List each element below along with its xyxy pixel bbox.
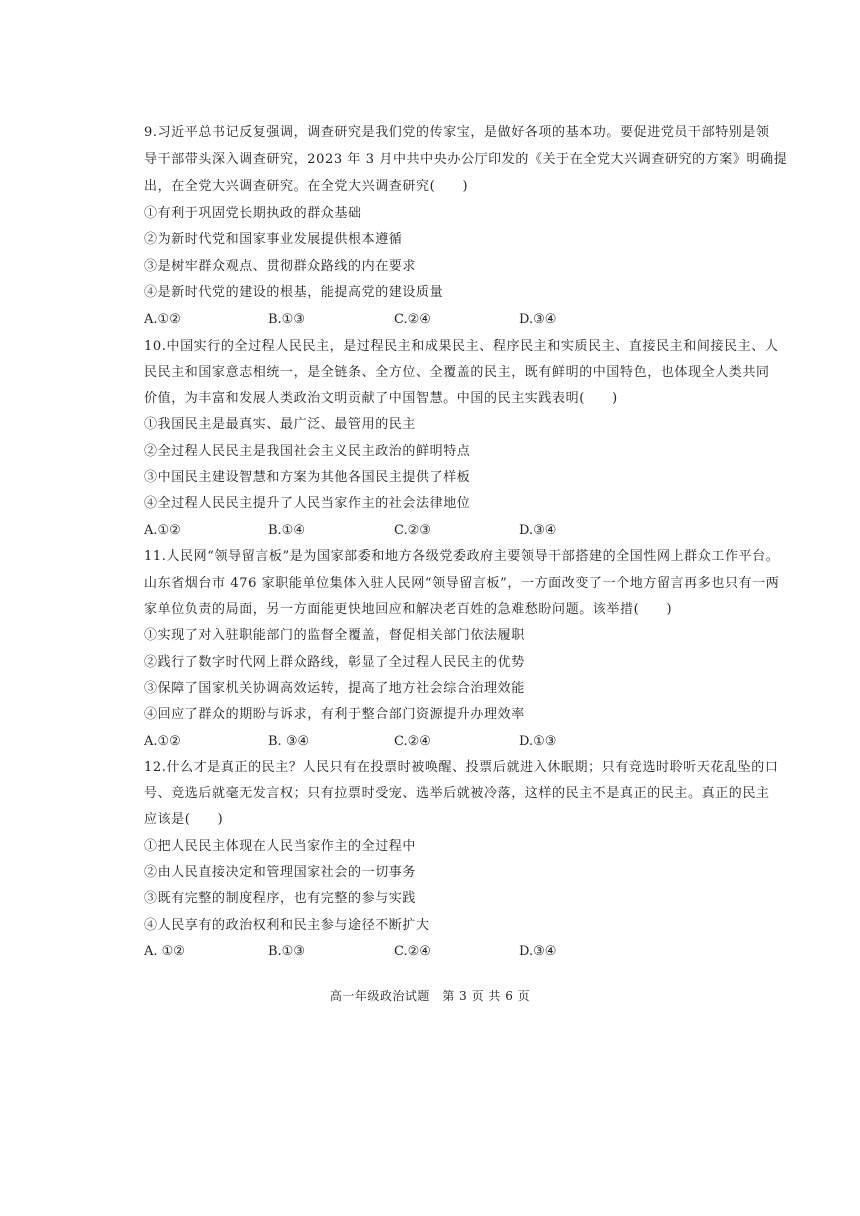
statement: ②为新时代党和国家事业发展提供根本遵循 [144, 232, 403, 247]
statement: ②全过程人民民主是我国社会主义民主政治的鲜明特点 [144, 444, 471, 459]
question-stem-line: 出，在全党大兴调查研究。在全党大兴调查研究( ) [144, 179, 469, 194]
statement: ①我国民主是最真实、最广泛、最管用的民主 [144, 417, 417, 432]
statement: ①把人民民主体现在人民当家作主的全过程中 [144, 839, 417, 854]
question-stem-line: 12.什么才是真正的民主？人民只有在投票时被唤醒、投票后就进入休眠期；只有竞选时聆听天花乱坠的口 [144, 760, 779, 775]
statement: ①实现了对入驻职能部门的监督全覆盖，督促相关部门依法履职 [144, 628, 525, 643]
option-a: A.①② [144, 734, 181, 749]
option-a: A. ①② [144, 944, 185, 959]
question-stem-line: 10.中国实行的全过程人民民主，是过程民主和成果民主、程序民主和实质民主、直接民主和间接民主、人 [144, 339, 779, 354]
page-footer: 高一年级政治试题 第 3 页 共 6 页 [329, 989, 531, 1003]
question-stem-line: 山东省烟台市 476 家职能单位集体入驻人民网“领导留言板”，一方面改变了一个地方留言再多也只有一两 [144, 576, 780, 591]
statement: ③既有完整的制度程序，也有完整的参与实践 [144, 891, 417, 906]
question-stem-line: 号、竞选后就毫无发言权；只有拉票时受宠、选举后就被冷落，这样的民主不是真正的民主。真正的民主 [144, 786, 770, 801]
statement: ③中国民主建设智慧和方案为其他各国民主提供了样板 [144, 470, 471, 485]
option-d: D.③④ [519, 523, 557, 538]
option-d: D.①③ [519, 734, 557, 749]
statement: ①有利于巩固党长期执政的群众基础 [144, 206, 362, 221]
statement: ②由人民直接决定和管理国家社会的一切事务 [144, 865, 417, 880]
option-c: C.②③ [394, 523, 431, 538]
statement: ③是树牢群众观点、贯彻群众路线的内在要求 [144, 259, 417, 274]
question-stem-line: 导干部带头深入调查研究，2023 年 3 月中共中央办公厅印发的《关于在全党大兴调查研究的方案》明确提 [144, 152, 788, 167]
question-stem-line: 家单位负责的局面，另一方面能更快地回应和解决老百姓的急难愁盼问题。该举措( ) [144, 602, 673, 617]
option-d: D.③④ [519, 312, 557, 327]
question-stem-line: 民民主和国家意志相统一，是全链条、全方位、全覆盖的民主，既有鲜明的中国特色，也体现全人类共同 [144, 365, 770, 380]
question-stem-line: 9.习近平总书记反复强调，调查研究是我们党的传家宝，是做好各项的基本功。要促进党员干部特别是领 [144, 125, 770, 140]
option-b: B.①③ [268, 944, 305, 959]
question-stem-line: 11.人民网“领导留言板”是为国家部委和地方各级党委政府主要领导干部搭建的全国性网上群众工作平台。 [144, 549, 780, 564]
option-b: B. ③④ [268, 734, 310, 749]
option-b: B.①④ [268, 523, 305, 538]
question-stem-line: 应该是( ) [144, 812, 224, 827]
statement: ④全过程人民民主提升了人民当家作主的社会法律地位 [144, 496, 471, 511]
option-c: C.②④ [394, 734, 431, 749]
option-b: B.①③ [268, 312, 305, 327]
option-a: A.①② [144, 523, 181, 538]
statement: ④回应了群众的期盼与诉求，有利于整合部门资源提升办理效率 [144, 707, 525, 722]
statement: ②践行了数字时代网上群众路线，彰显了全过程人民民主的优势 [144, 655, 525, 670]
option-a: A.①② [144, 312, 181, 327]
option-c: C.②④ [394, 312, 431, 327]
statement: ③保障了国家机关协调高效运转，提高了地方社会综合治理效能 [144, 681, 525, 696]
option-d: D.③④ [519, 944, 557, 959]
statement: ④是新时代党的建设的根基，能提高党的建设质量 [144, 285, 444, 300]
option-c: C.②④ [394, 944, 431, 959]
statement: ④人民享有的政治权利和民主参与途径不断扩大 [144, 918, 430, 933]
question-stem-line: 价值，为丰富和发展人类政治文明贡献了中国智慧。中国的民主实践表明( ) [144, 391, 618, 406]
